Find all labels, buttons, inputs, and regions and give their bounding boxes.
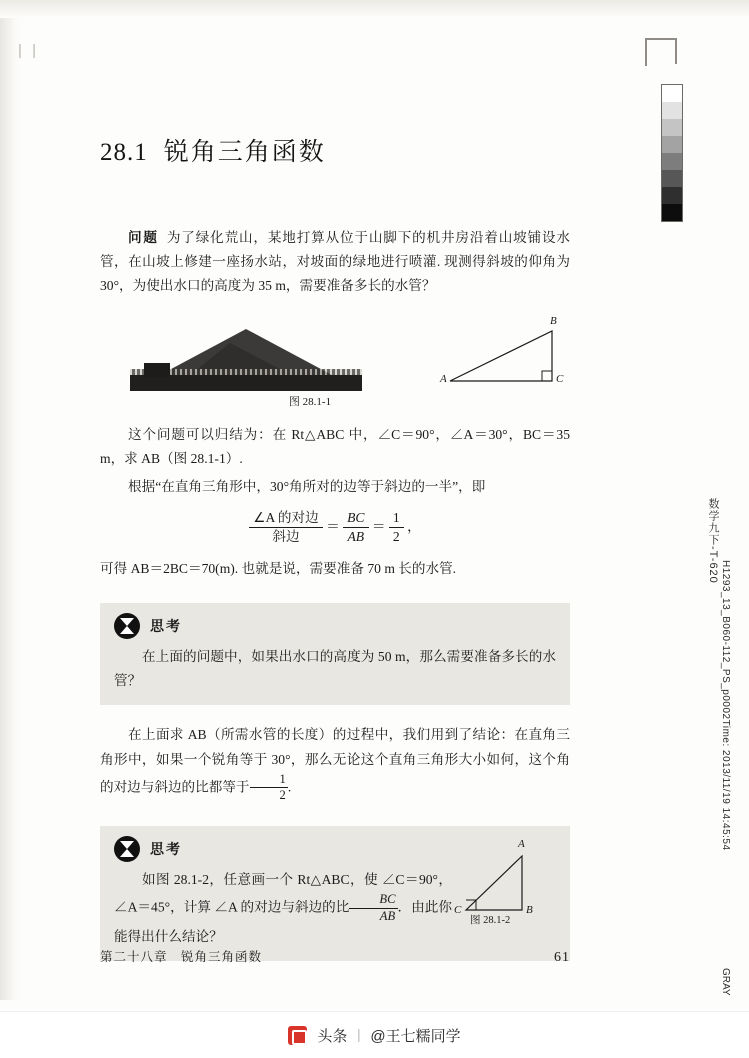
problem-text: 为了绿化荒山，某地打算从位于山脚下的机井房沿着山坡铺设水管，在山坡上修建一座扬水站，对坡面的绿地进行喷灌. 现测得斜坡的仰角为30°，为使出水口的高度为 35 m，需要准备多长的水管？ [100, 230, 571, 294]
footer-chapter: 第二十八章 锐角三角函数 [100, 950, 263, 964]
figure-1-row [100, 313, 570, 391]
think-2-text-column [114, 868, 452, 949]
body-paragraph-2 [100, 475, 570, 499]
section-number: 28.1 [100, 139, 148, 166]
formula-equals-2: ＝ [371, 519, 386, 535]
middle-fraction [250, 772, 288, 804]
hourglass-icon [114, 836, 140, 862]
formula-tail: ， [407, 519, 421, 535]
gray-step [662, 85, 682, 102]
middle-paragraph-tail: . [287, 779, 292, 795]
body-para2-prefix: 根据 [128, 478, 156, 494]
formula-fraction-mid [343, 509, 368, 547]
gray-step [662, 170, 682, 187]
registration-mark-secondary-icon [661, 38, 677, 64]
figure-1-label-B: B [550, 314, 557, 327]
think-2-title: 思考 [150, 843, 182, 859]
watermark-source: 头条 [317, 1027, 348, 1045]
figure-1-triangle [440, 314, 570, 391]
gray-step [662, 187, 682, 204]
hourglass-icon [114, 613, 140, 639]
body-paragraph-1: 这个问题可以归结为：在 Rt△ABC 中，∠C＝90°，∠A＝30°，BC＝35 m，求 AB（图 28.1-1）. [100, 426, 570, 466]
middle-paragraph [100, 723, 570, 804]
watermark-author: @王七糯同学 [370, 1027, 461, 1045]
scan-corner-mark: | | [18, 42, 39, 59]
formula-mid-denominator: AB [347, 529, 365, 545]
figure-2 [454, 838, 556, 949]
figure-1-label-A: A [440, 372, 447, 385]
formula-right-numerator: 1 [389, 509, 404, 528]
formula-fraction-left [249, 509, 322, 547]
formula-fraction-right [389, 509, 404, 547]
gray-step [662, 102, 682, 119]
middle-fraction-denominator: 2 [279, 788, 286, 803]
figure-2-caption: 图 28.1-2 [470, 915, 511, 927]
middle-paragraph-text: 在上面求 AB（所需水管的长度）的过程中，我们用到了结论：在直角三角形中，如果一个锐角等于 30°，那么无论这个直角三角形大小如何，这个角的对边与斜边的比都等于 [100, 727, 570, 795]
page-content [100, 132, 570, 979]
page-title [100, 132, 570, 168]
think-block-2 [100, 826, 570, 961]
side-book-code: 数学九下-T-620 [707, 498, 719, 584]
watermark-bar [0, 1011, 749, 1058]
formula-equals-1: ＝ [326, 519, 340, 535]
mountain-photo [130, 313, 362, 391]
figure-1-caption: 图 28.1-1 [288, 395, 332, 408]
formula-left-denominator: 斜边 [272, 529, 300, 545]
gray-step [662, 136, 682, 153]
section-title-text: 锐角三角函数 [163, 139, 326, 166]
body-para2-suffix: ，即 [458, 478, 486, 494]
gray-step [662, 119, 682, 136]
body-paragraph-3: 可得 AB＝2BC＝70(m). 也就是说，需要准备 70 m 长的水管. [100, 560, 457, 576]
grayscale-calibration-strip [661, 84, 683, 222]
figure-2-label-C: C [454, 904, 462, 917]
formula-left-numerator: ∠A 的对边 [249, 509, 322, 528]
page-footer [100, 947, 570, 966]
scan-left-edge [0, 0, 22, 1000]
side-gray-label: GRAY [720, 968, 731, 996]
gray-step [662, 153, 682, 170]
think-2-fraction [349, 892, 397, 924]
body-para2-quote: “在直角三角形中，30°角所对的边等于斜边的一半” [155, 478, 459, 494]
figure-2-label-B: B [526, 904, 533, 917]
middle-fraction-numerator: 1 [250, 772, 288, 789]
think-1-header [114, 613, 556, 639]
think-2-text [114, 868, 452, 949]
watermark-separator: | [357, 1026, 361, 1043]
think-1-title: 思考 [150, 620, 182, 635]
gray-step [662, 204, 682, 221]
think-1-text: 在上面的问题中，如果出水口的高度为 50 m，那么需要准备多长的水管？ [114, 649, 556, 689]
page-number: 61 [554, 950, 570, 965]
toutiao-logo-icon [288, 1026, 307, 1045]
figure-1-label-C: C [556, 372, 564, 385]
formula-right-denominator: 2 [392, 529, 400, 545]
formula-ratio [100, 509, 570, 547]
problem-label: 问题 [128, 230, 159, 245]
formula-mid-numerator: BC [343, 509, 368, 528]
problem-paragraph [100, 226, 570, 299]
think-2-fraction-denominator: AB [379, 909, 396, 924]
scan-top-edge [0, 0, 749, 18]
side-scan-metadata: H1293_13_B060-112_PS_p0002Time: 2013/11/19 14:45:54 [720, 560, 731, 851]
triangle-diagram-icon [442, 319, 570, 391]
think-block-1 [100, 603, 570, 705]
think-2-fraction-numerator: BC [349, 892, 397, 909]
think-2-text-part1: 如图 28.1-2，任意画一个 Rt△ABC，使 ∠C＝90°，∠A＝45°，计算 ∠A 的对边与斜边的比 [114, 872, 452, 915]
think-2-text-part2: ．由此你能得出什么结论？ [114, 899, 452, 944]
figure-2-label-A: A [518, 838, 525, 851]
